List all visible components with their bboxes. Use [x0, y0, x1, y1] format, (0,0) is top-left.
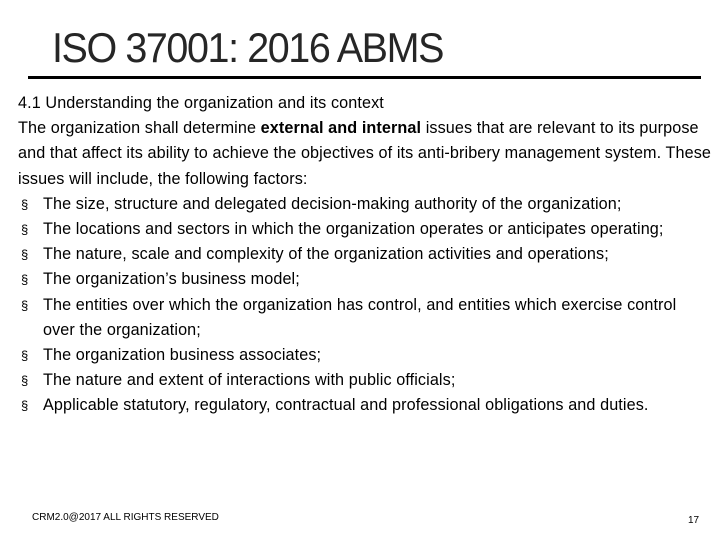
bullet-icon: §: [21, 196, 29, 212]
factor-list: [18, 192, 718, 419]
copyright-footer: CRM2.0@2017 ALL RIGHTS RESERVED: [32, 512, 219, 523]
section-heading: 4.1 Understanding the organization and its context: [18, 94, 384, 112]
slide-title: ISO 37001: 2016 ABMS: [52, 24, 444, 71]
intro-paragraph: [18, 116, 718, 192]
slide-body: [18, 91, 718, 419]
intro-text-start: The organization shall determine: [18, 119, 261, 138]
bullet-icon: §: [21, 398, 29, 414]
bullet-icon: §: [21, 247, 29, 263]
list-item: [18, 393, 718, 418]
intro-emphasis: external and internal: [260, 119, 422, 138]
list-item-text: The organization business associates;: [43, 346, 322, 365]
title-divider: [28, 76, 701, 79]
bullet-icon: §: [21, 297, 29, 313]
list-item-text: The nature and extent of interactions with public officials;: [43, 371, 456, 390]
list-item: [18, 267, 718, 292]
list-item-text: The size, structure and delegated decision-making authority of the organization;: [43, 194, 622, 213]
list-item-text: The entities over which the organization has control, and entities which exercise control over the organization;: [43, 295, 677, 339]
page-number: 17: [688, 515, 700, 526]
list-item: [18, 192, 718, 217]
list-item: [18, 217, 718, 242]
list-item: [18, 368, 718, 393]
list-item-text: Applicable statutory, regulatory, contractual and professional obligations and duties.: [43, 396, 649, 415]
bullet-icon: §: [21, 348, 29, 364]
bullet-icon: §: [21, 222, 29, 238]
list-item: [18, 242, 718, 267]
list-item-text: The locations and sectors in which the organization operates or anticipates operating;: [43, 220, 664, 239]
bullet-icon: §: [21, 272, 29, 288]
list-item: [18, 293, 718, 343]
list-item: [18, 343, 718, 368]
bullet-icon: §: [21, 373, 29, 389]
list-item-text: The nature, scale and complexity of the organization activities and operations;: [43, 245, 609, 264]
list-item-text: The organization’s business model;: [43, 270, 300, 289]
intro-text-end: issues that are relevant to its purpose and that affect its ability to achieve the objectives of its anti-bribery management system. These issues will include, the following factors:: [18, 119, 712, 188]
